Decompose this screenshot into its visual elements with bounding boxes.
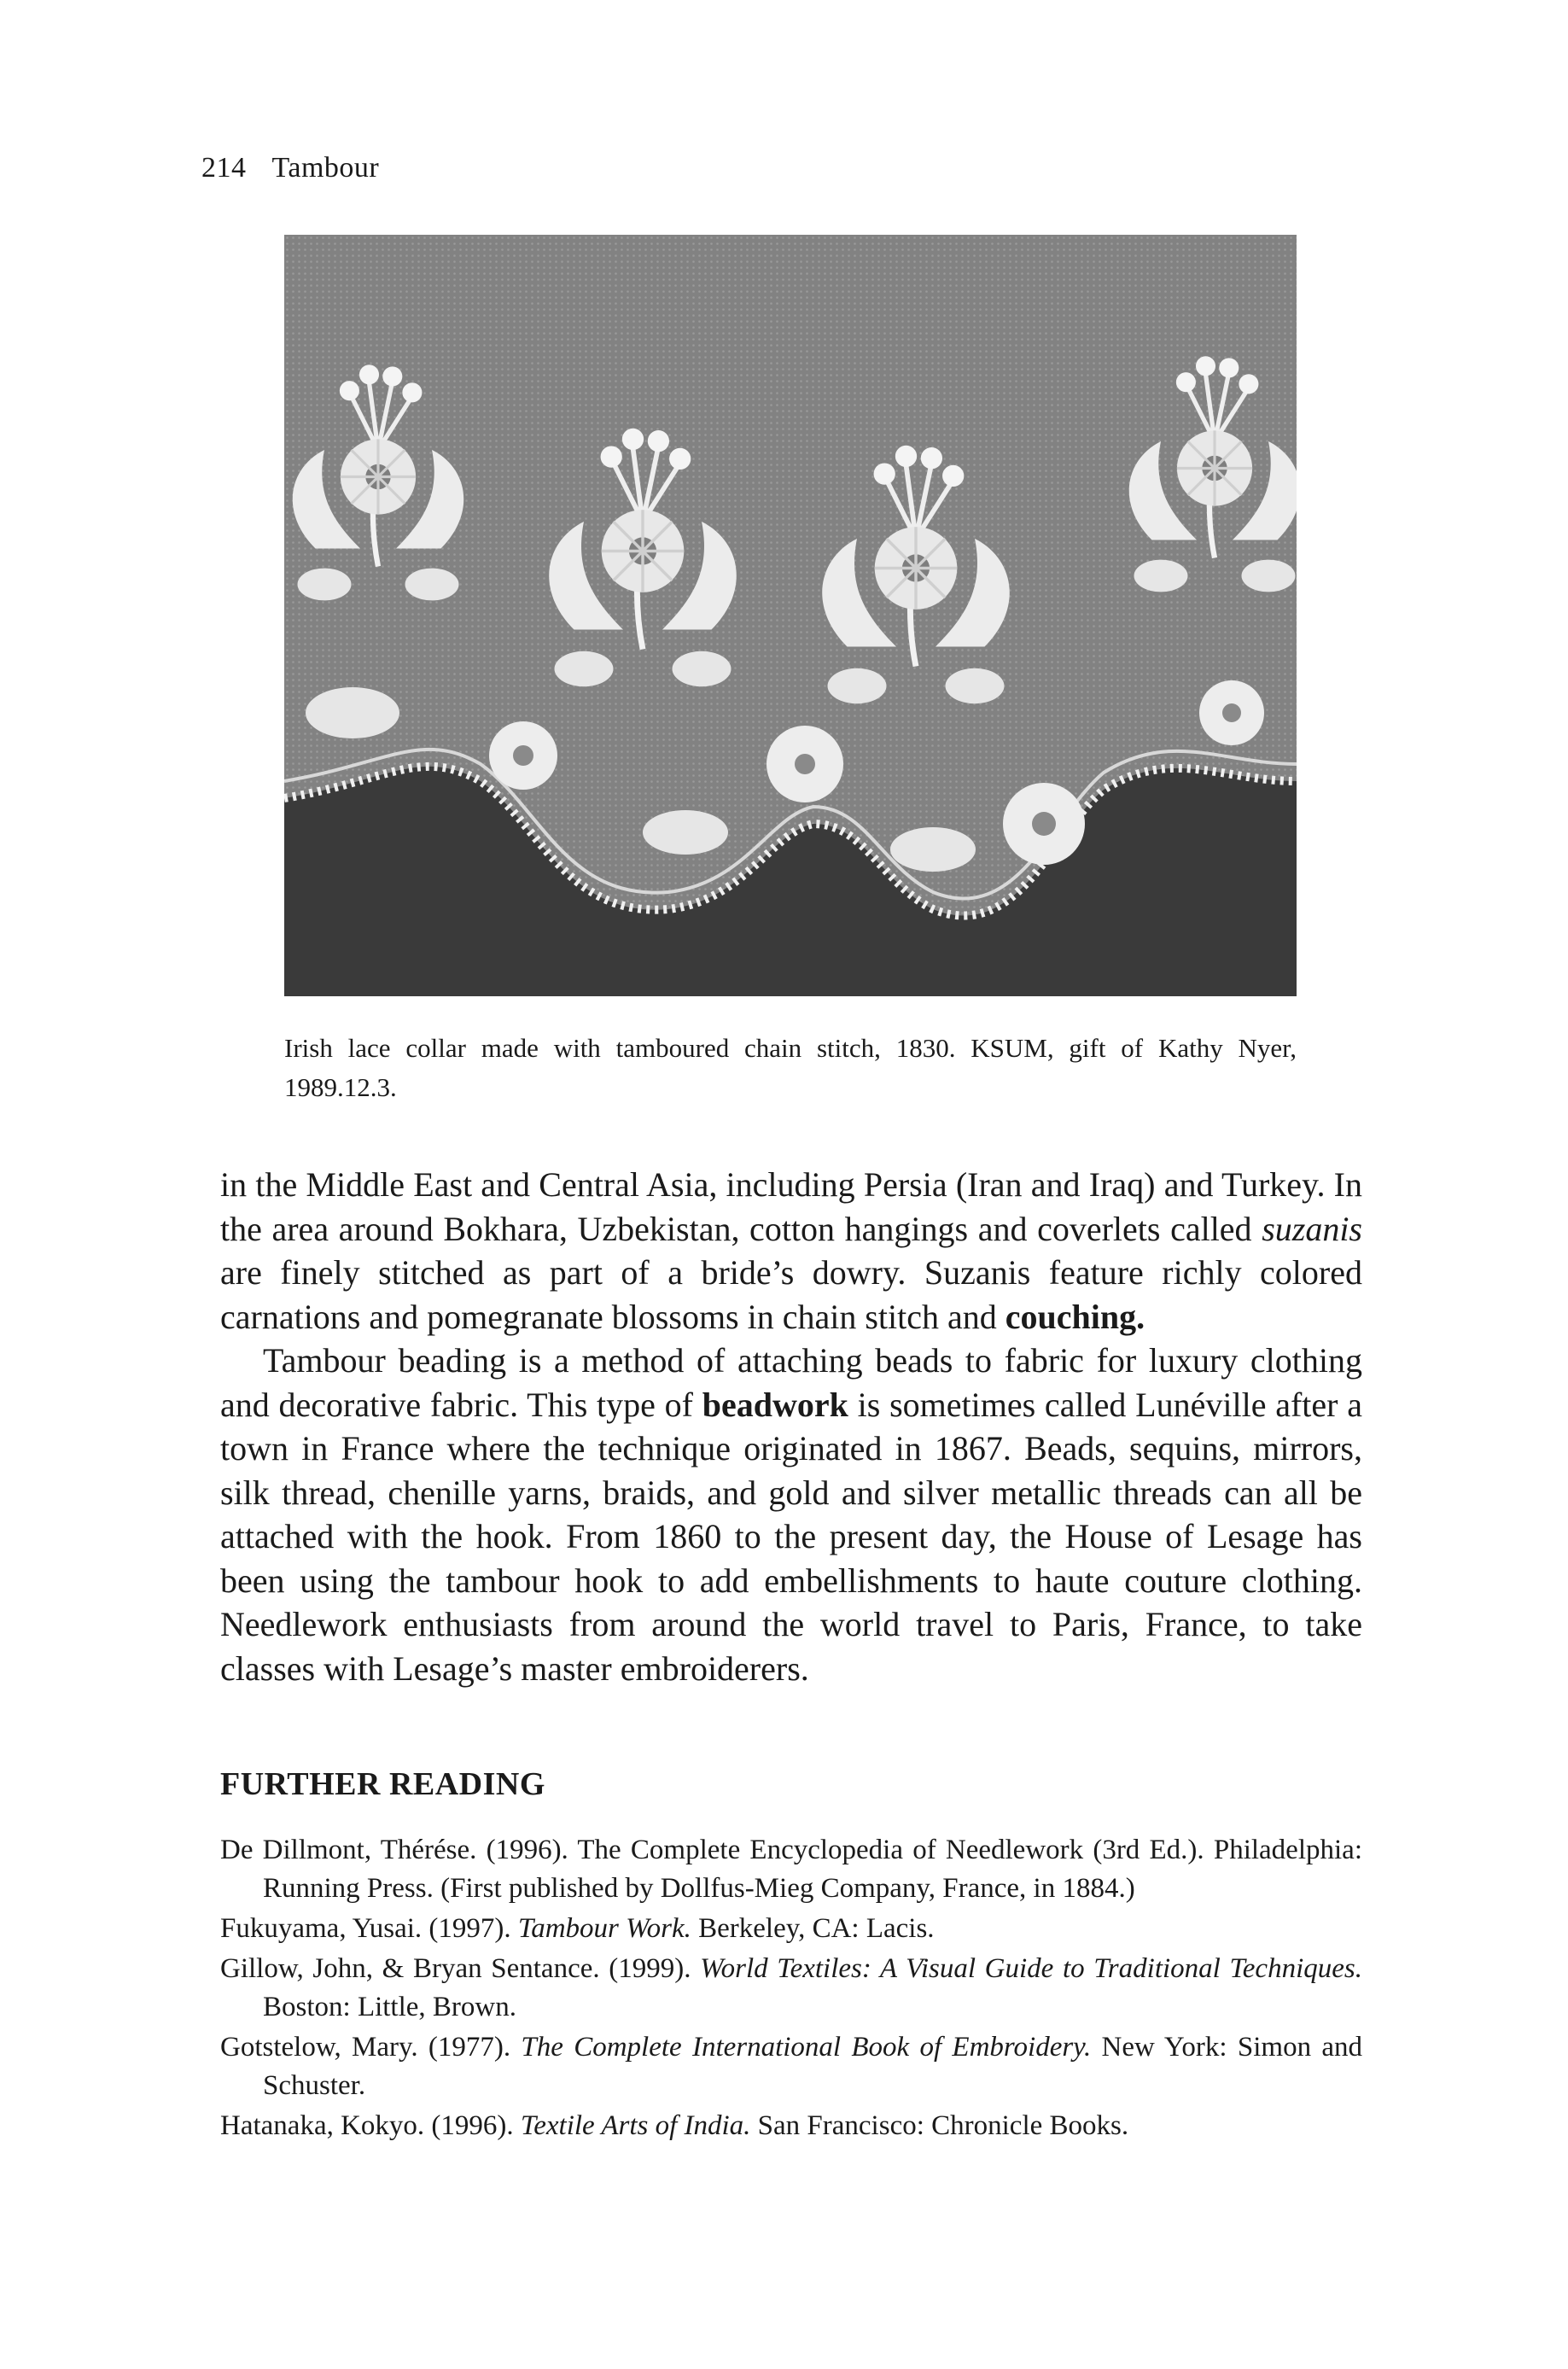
reference-item: Fukuyama, Yusai. (1997). Tambour Work. Berkeley, CA: Lacis. <box>220 1913 935 1944</box>
running-head-title: Tambour <box>271 152 380 184</box>
cross-ref-beadwork: beadwork <box>702 1385 848 1424</box>
reference-item: Gillow, John, & Bryan Sentance. (1999). World Textiles: A Visual Guide to Traditional Techniques. Boston: Little, Brown. <box>220 1953 1362 2022</box>
lace-collar-photo <box>284 235 1297 996</box>
page-number: 214 <box>201 152 247 184</box>
reference-item: Hatanaka, Kokyo. (1996). Textile Arts of India. San Francisco: Chronicle Books. <box>220 2110 1129 2141</box>
further-reading-heading: FURTHER READING <box>220 1766 545 1802</box>
running-head <box>201 152 379 184</box>
body-text <box>220 1163 1362 1690</box>
reference-list <box>220 1831 1362 2147</box>
figure-caption: Irish lace collar made with tamboured chain stitch, 1830. KSUM, gift of Kathy Nyer, 1989.12.3. <box>284 1033 1297 1102</box>
cross-ref-couching: couching. <box>1005 1297 1145 1336</box>
reference-item: Gotstelow, Mary. (1977). The Complete International Book of Embroidery. New York: Simon and Schuster. <box>220 2032 1362 2101</box>
paragraph-1: in the Middle East and Central Asia, including Persia (Iran and Iraq) and Turkey. In the area around Bokhara, Uzbekistan, cotton hangings and coverlets called suzanis are finely stitched as part of a bride’s dowry. Suzanis feature richly colored carnations and pomegranate blossoms in chain stitch and couching. <box>220 1165 1362 1336</box>
reference-item: De Dillmont, Thérése. (1996). The Complete Encyclopedia of Needlework (3rd Ed.). Philadelphia: Running Press. (First published by Dollfus-Mieg Company, France, in 1884.) <box>220 1835 1362 1904</box>
term-suzanis: suzanis <box>1262 1209 1362 1248</box>
paragraph-2: Tambour beading is a method of attaching beads to fabric for luxury clothing and decorative fabric. This type of beadwork is sometimes called Lunéville after a town in France where the technique originated in 1867. Beads, sequins, mirrors, silk thread, chenille yarns, braids, and gold and silver metallic threads can all be attached with the hook. From 1860 to the present day, the House of Lesage has been using the tambour hook to add embellishments to haute couture clothing. Needlework enthusiasts from around the world travel to Paris, France, to take classes with Lesage’s master embroiderers. <box>220 1341 1363 1688</box>
